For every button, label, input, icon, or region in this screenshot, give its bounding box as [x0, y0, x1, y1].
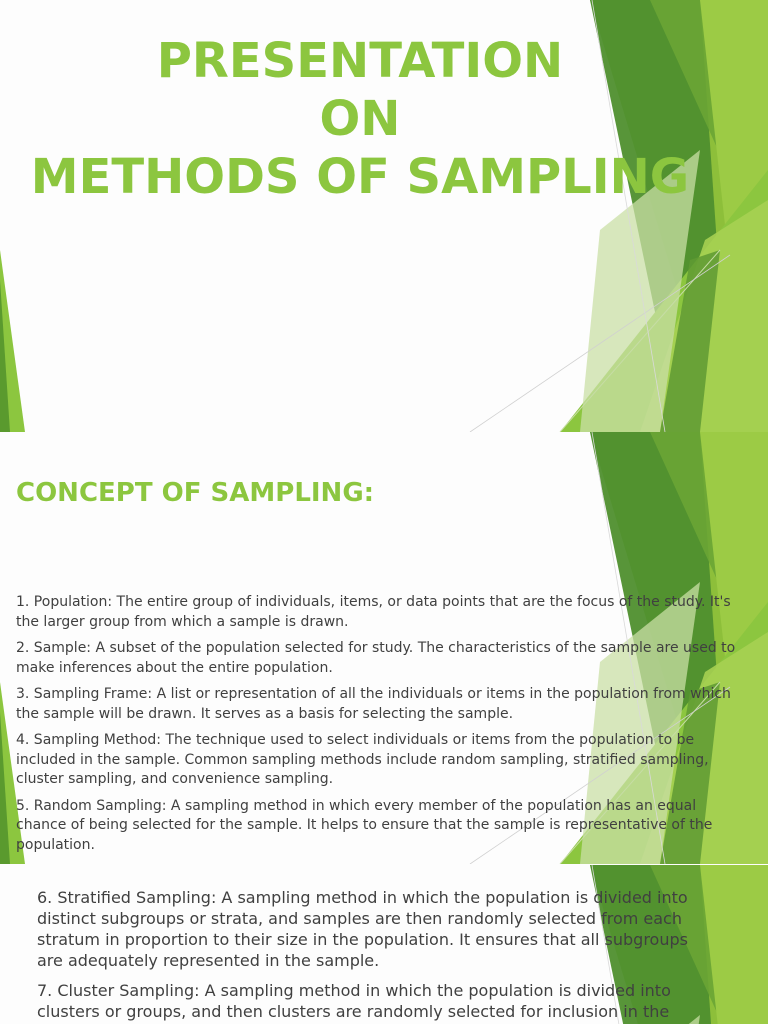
section-heading: CONCEPT OF SAMPLING:	[16, 478, 375, 508]
list-item: 6. Stratified Sampling: A sampling method in which the population is divided into distinct subgroups or strata, and samples are then randomly selected from each stratum in proportion to their size in the population. It ensures that all subgroups are adequately represented in the sample.	[37, 888, 688, 970]
title-line-2: ON	[319, 91, 401, 147]
title-line-1: PRESENTATION	[156, 33, 564, 89]
list-item: 7. Cluster Sampling: A sampling method in which the population is divided into clusters or groups, and then clusters are randomly selected for inclusion in the	[37, 981, 671, 1021]
list-item: 3. Sampling Frame: A list or representation of all the individuals or items in the population from which the sample will be drawn. It serves as a basis for selecting the sample.	[16, 686, 731, 722]
list-item: 5. Random Sampling: A sampling method in which every member of the population has an equal chance of being selected for the sample. It helps to ensure that the sample is representative of the population.	[16, 797, 713, 853]
list-item: 2. Sample: A subset of the population selected for study. The characteristics of the sample are used to make inferences about the entire population.	[16, 640, 736, 676]
list-item: 4. Sampling Method: The technique used to select individuals or items from the population to be included in the sample. Common sampling methods include random sampling, stratified sampling, cluster sampling, and convenience sampling.	[16, 732, 709, 787]
title-line-3: METHODS OF SAMPLING	[30, 149, 690, 205]
list-item: 1. Population: The entire group of individuals, items, or data points that are the focus of the study. It's the larger group from which a sample is drawn.	[16, 594, 731, 630]
slide-methods	[0, 865, 768, 1024]
slide-concept	[0, 432, 768, 865]
concept-list	[16, 593, 741, 855]
presentation-title	[0, 32, 720, 206]
slide-title	[0, 0, 768, 432]
methods-list	[37, 887, 697, 1022]
